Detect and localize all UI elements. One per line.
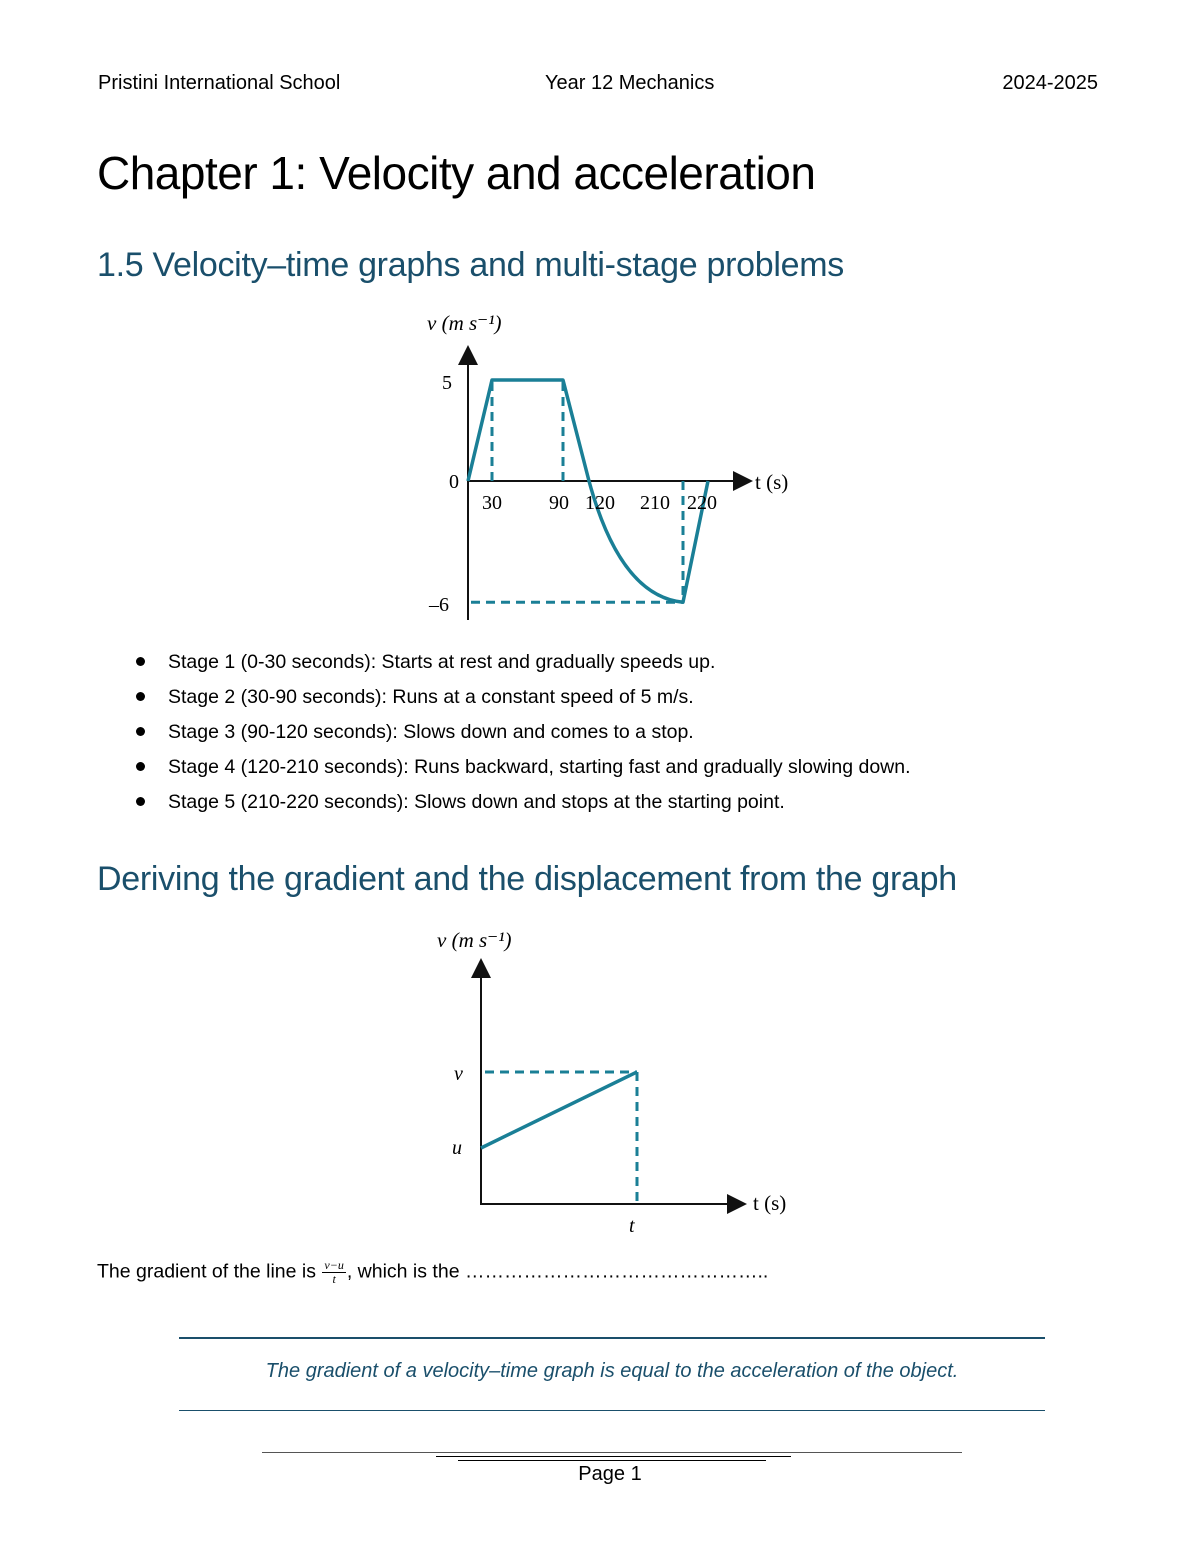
- divider: [179, 1410, 1045, 1411]
- key-note: The gradient of a velocity–time graph is equal to the acceleration of the object.: [265, 1360, 959, 1382]
- velocity-series-line: [481, 1072, 637, 1148]
- gradient-fraction: $\frac{v-u}{t}$: [324, 1258, 344, 1286]
- x-axis-label: t (s): [753, 1191, 787, 1215]
- header-year: 2024-2025: [1002, 72, 1098, 94]
- x-tick-label: 90: [549, 492, 569, 514]
- y-tick-label: v: [454, 1063, 463, 1085]
- y-axis-label: v (m s⁻¹): [437, 928, 512, 952]
- bullet-icon: [136, 797, 145, 806]
- x-tick-label: 220: [687, 492, 717, 514]
- footer-divider: [436, 1456, 791, 1457]
- velocity-time-graph-uniform: [425, 922, 805, 1242]
- page-header: [98, 72, 1098, 102]
- answer-blank[interactable]: ………………………………………..: [464, 1260, 769, 1283]
- bullet-icon: [136, 727, 145, 736]
- section-title-velocity-time: 1.5 Velocity–time graphs and multi-stage problems: [97, 246, 844, 284]
- y-tick-label: 5: [442, 372, 452, 394]
- x-tick-label: 30: [482, 492, 502, 514]
- list-item: Stage 1 (0-30 seconds): Starts at rest and gradually speeds up.: [130, 650, 911, 685]
- bullet-icon: [136, 657, 145, 666]
- bullet-icon: [136, 692, 145, 701]
- chapter-title: Chapter 1: Velocity and acceleration: [97, 147, 816, 199]
- footer-divider: [458, 1460, 766, 1461]
- x-tick-label: t: [629, 1215, 635, 1237]
- page-number: Page 1: [578, 1463, 642, 1485]
- gradient-statement: The gradient of the line is $\frac{v-u}{t}$ , which is the ………………………………………..: [97, 1258, 769, 1286]
- x-axis-label: t (s): [755, 470, 789, 494]
- divider: [179, 1337, 1045, 1339]
- footer-divider: [262, 1452, 962, 1453]
- list-item: Stage 4 (120-210 seconds): Runs backward, starting fast and gradually slowing down.: [130, 755, 911, 790]
- y-tick-label: –6: [429, 594, 449, 616]
- bullet-icon: [136, 762, 145, 771]
- y-tick-label: 0: [449, 471, 459, 493]
- y-tick-label: u: [452, 1137, 462, 1159]
- list-item: Stage 2 (30-90 seconds): Runs at a constant speed of 5 m/s.: [130, 685, 911, 720]
- list-item: Stage 5 (210-220 seconds): Slows down and stops at the starting point.: [130, 790, 911, 825]
- x-tick-label: 120: [585, 492, 615, 514]
- velocity-time-graph-multistage: [415, 305, 815, 625]
- stages-list: [130, 650, 911, 825]
- header-course: Year 12 Mechanics: [545, 72, 715, 94]
- y-axis-label: v (m s⁻¹): [427, 311, 502, 335]
- x-tick-label: 210: [640, 492, 670, 514]
- header-school: Pristini International School: [98, 72, 341, 94]
- list-item: Stage 3 (90-120 seconds): Slows down and comes to a stop.: [130, 720, 911, 755]
- section-title-deriving-gradient: Deriving the gradient and the displacement from the graph: [97, 860, 957, 898]
